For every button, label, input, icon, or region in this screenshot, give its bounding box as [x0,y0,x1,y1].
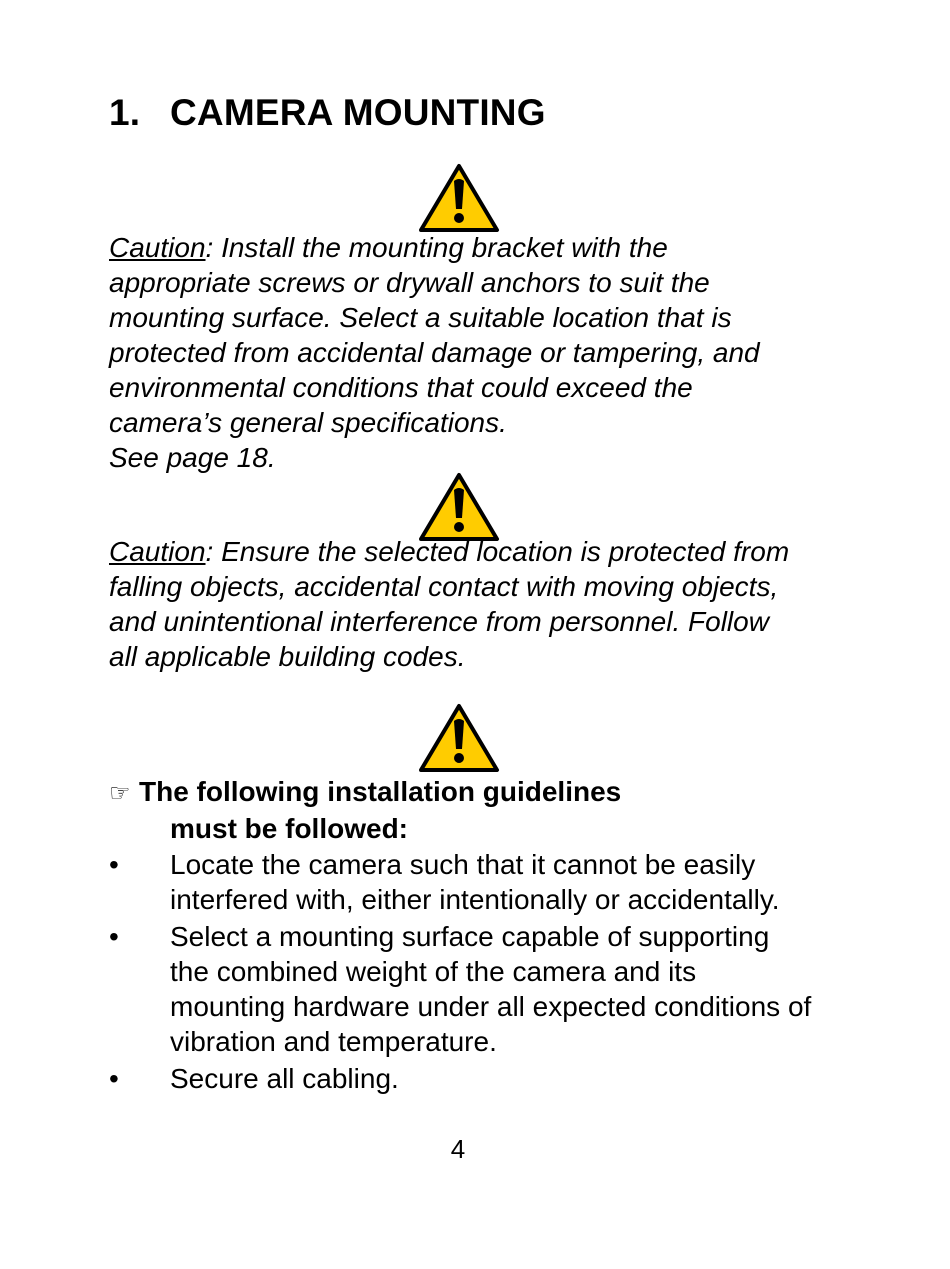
guidelines-title-line: must be followed: [170,813,408,844]
pointing-hand-icon: ☞ [109,780,131,807]
warning-triangle-icon [418,163,500,233]
caution-paragraph-2 [109,534,879,674]
list-item-line: Locate the camera such that it cannot be easily [170,849,756,880]
list-item-line: Secure all cabling. [170,1063,399,1094]
guidelines-title [109,774,889,846]
list-item-line: mounting hardware under all expected conditions of [170,991,812,1022]
list-item-line: Select a mounting surface capable of supporting [170,921,770,952]
section-title: CAMERA MOUNTING [170,92,546,133]
bullet-icon: • [109,921,119,952]
page-reference: See page 18. [109,442,276,473]
section-heading [109,92,546,134]
bullet-icon: • [109,849,119,880]
list-item [109,847,889,917]
caution-text-line: : Install the mounting bracket with the [205,232,668,263]
caution-text-line: falling objects, accidental contact with moving objects, [109,571,779,602]
caution-text-line: appropriate screws or drywall anchors to suit the [109,267,710,298]
bullet-icon: • [109,1063,119,1094]
caution-paragraph-1 [109,230,879,475]
caution-text-line: all applicable building codes. [109,641,466,672]
installation-guidelines [109,774,889,1098]
warning-triangle-icon [418,472,500,542]
caution-label: Caution [109,536,206,567]
section-number: 1. [109,92,141,133]
list-item-line: vibration and temperature. [170,1026,497,1057]
guidelines-list [109,847,889,1096]
caution-text-line: : Ensure the selected location is protected from [205,536,790,567]
caution-text-line: mounting surface. Select a suitable location that is [109,302,732,333]
caution-text-line: protected from accidental damage or tampering, and [109,337,760,368]
warning-triangle-icon [418,703,500,773]
caution-text-line: camera’s general specifications. [109,407,507,438]
page-number: 4 [450,1134,466,1164]
caution-text-line: environmental conditions that could exceed the [109,372,693,403]
list-item-line: the combined weight of the camera and its [170,956,697,987]
guidelines-title-line: The following installation guidelines [139,776,622,807]
list-item-line: interfered with, either intentionally or accidentally. [170,884,780,915]
list-item [109,919,889,1059]
caution-text-line: and unintentional interference from personnel. Follow [109,606,769,637]
caution-label: Caution [109,232,206,263]
list-item [109,1061,889,1096]
